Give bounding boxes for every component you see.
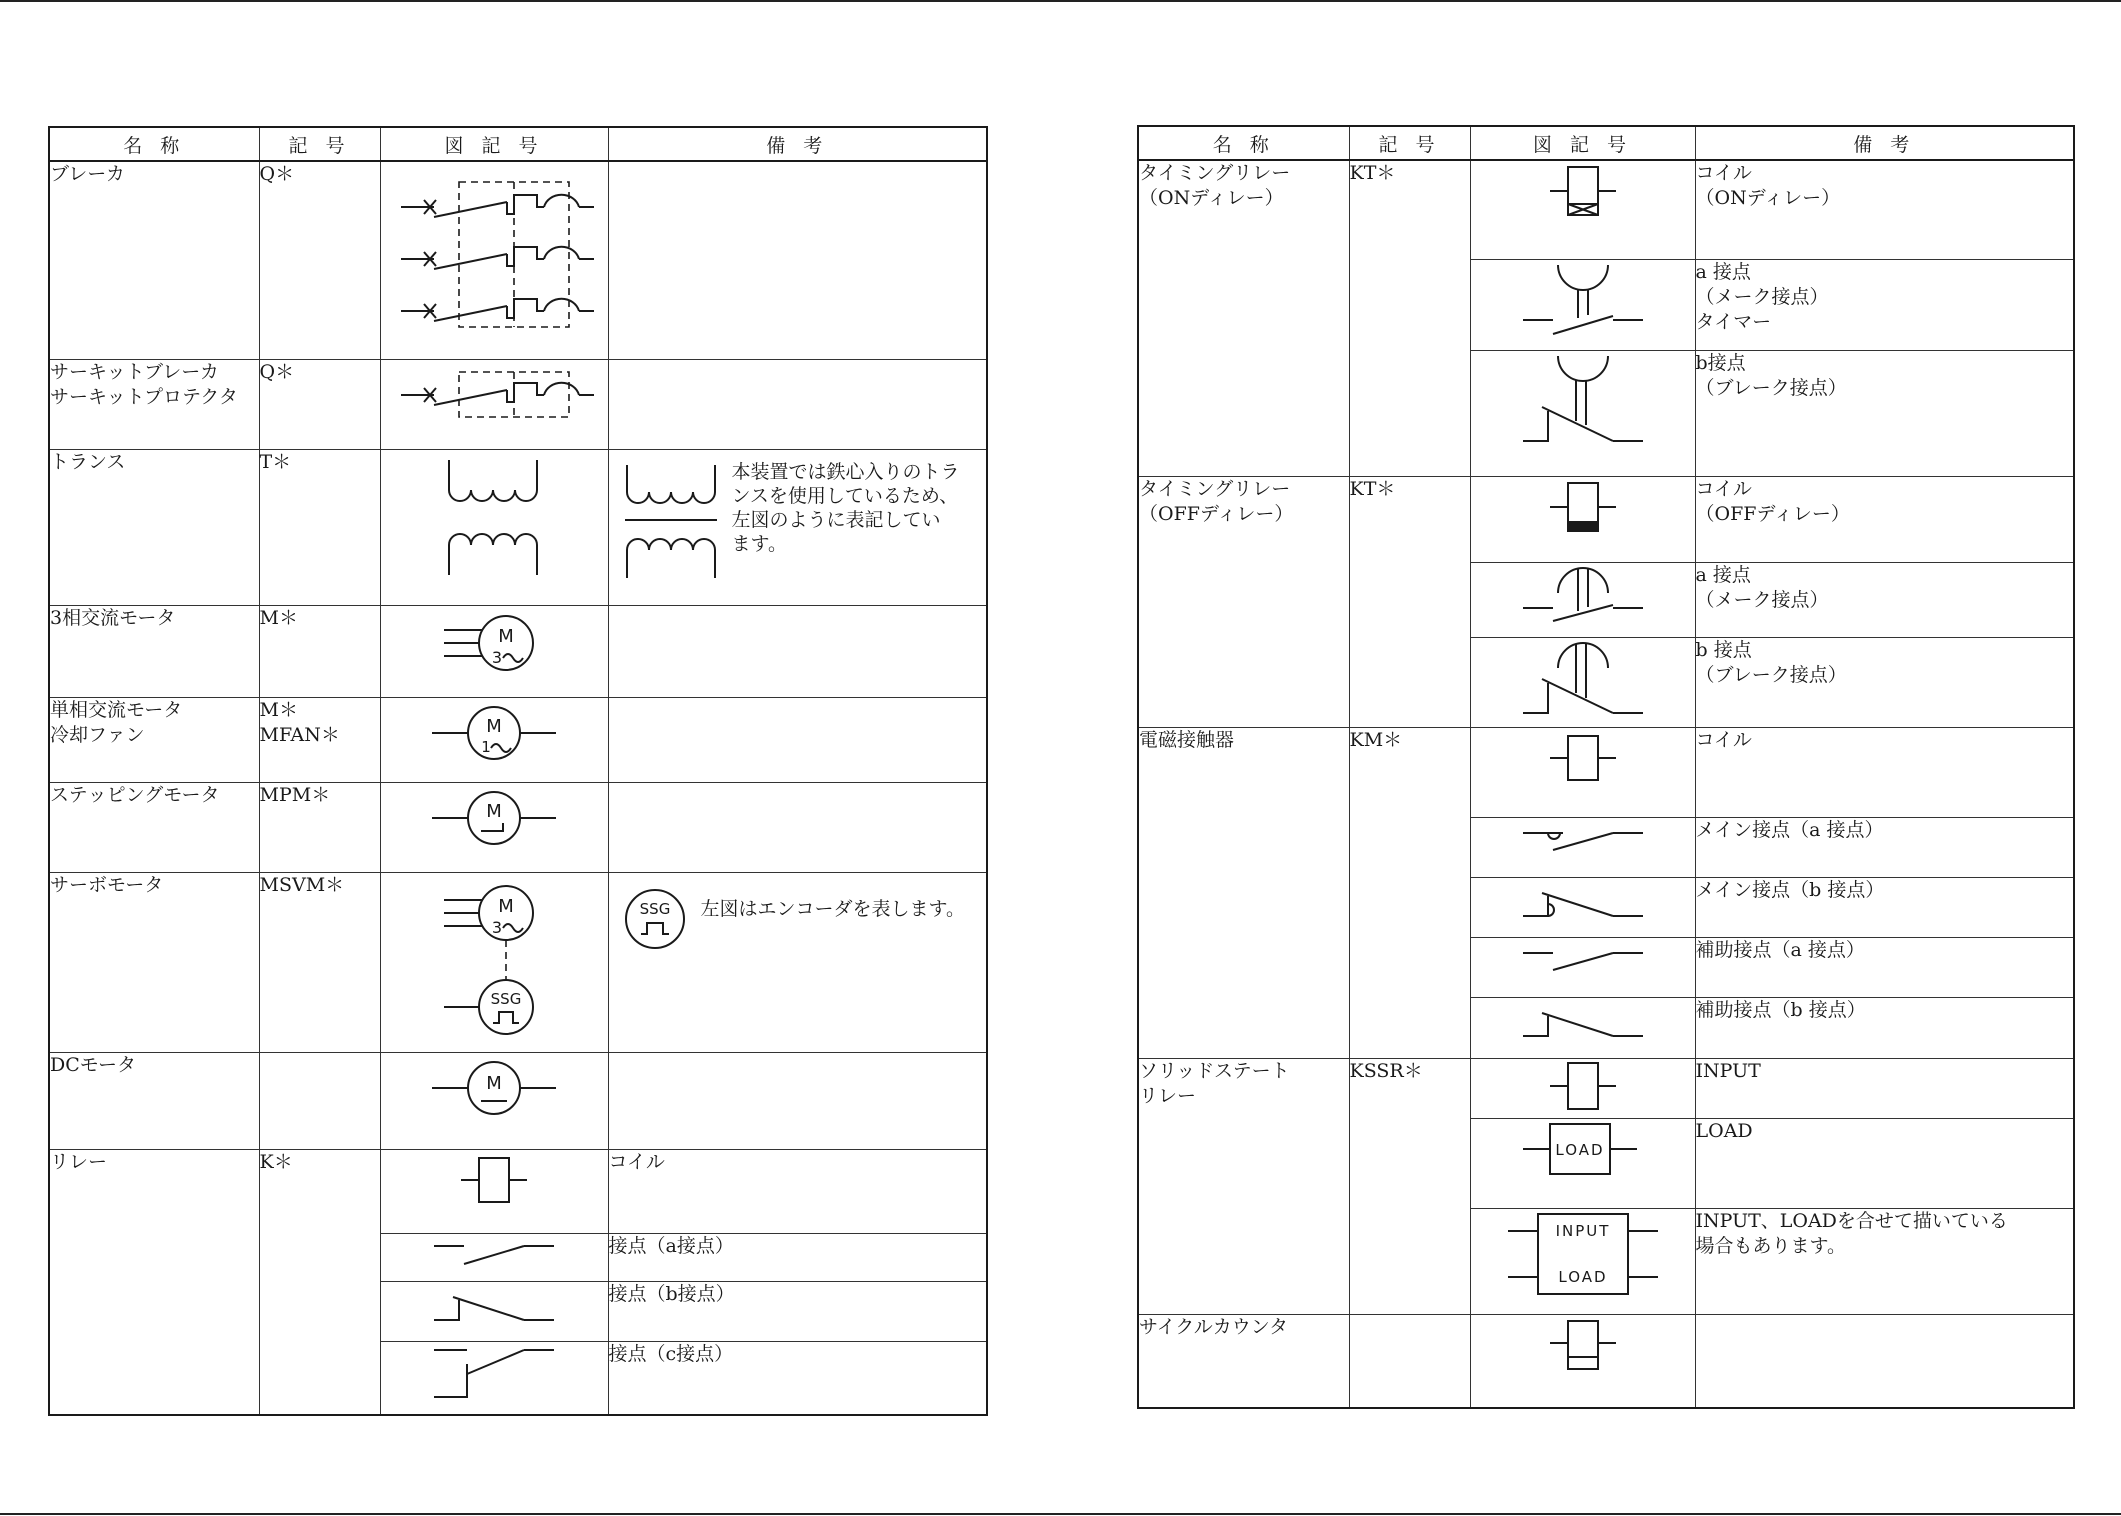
breaker-symbol — [380, 161, 608, 359]
motor-m-label: M — [486, 800, 502, 822]
row-remark: コイル （ONディレー） — [1695, 160, 2074, 259]
table-header-row — [1138, 126, 2074, 160]
right-symbol-table — [1137, 125, 2075, 1409]
row-remark: b 接点 （ブレーク接点） — [1695, 637, 2074, 727]
off-delay-coil-symbol — [1470, 476, 1695, 562]
header-figure: 図 記 号 — [380, 127, 608, 161]
on-delay-coil-symbol — [1470, 160, 1695, 259]
row-name: ステッピングモータ — [49, 782, 259, 872]
encoder-icon — [623, 887, 687, 951]
table-row — [49, 1149, 987, 1233]
row-remark — [608, 697, 987, 782]
aux-a-contact-symbol — [1470, 937, 1695, 997]
row-code: MSVM＊ — [259, 872, 380, 1052]
motor-m-label: M — [498, 895, 514, 917]
ssr-combined-symbol — [1470, 1208, 1695, 1314]
motor-m-label: M — [486, 715, 502, 737]
motor-m-label: M — [486, 1072, 502, 1094]
relay-b-contact-symbol — [380, 1281, 608, 1341]
row-remark — [1695, 1314, 2074, 1408]
motor-phase-label: 3 — [491, 917, 503, 937]
main-b-contact-symbol — [1470, 877, 1695, 937]
row-name: リレー — [49, 1149, 259, 1415]
table-row — [49, 449, 987, 605]
transformer-remark: 本装置では鉄心入りのトラ ンスを使用しているため、 左図のように表記してい ます。 — [731, 460, 960, 555]
header-code: 記 号 — [1349, 126, 1470, 160]
header-code: 記 号 — [259, 127, 380, 161]
stepping-motor-symbol — [380, 782, 608, 872]
off-delay-a-contact-symbol — [1470, 562, 1695, 637]
row-remark — [608, 359, 987, 449]
row-code — [1349, 1314, 1470, 1408]
table-header-row — [49, 127, 987, 161]
table-row — [49, 1052, 987, 1149]
row-name: サーキットブレーカ サーキットプロテクタ — [49, 359, 259, 449]
row-code: Q＊ — [259, 161, 380, 359]
row-remark: メイン接点（a 接点） — [1695, 817, 2074, 877]
main-a-contact-symbol — [1470, 817, 1695, 877]
row-name: タイミングリレー （OFFディレー） — [1138, 476, 1349, 727]
transformer-symbol — [380, 449, 608, 605]
servo-remark: 左図はエンコーダを表します。 — [700, 897, 965, 920]
row-remark: a 接点 （メーク接点） — [1695, 562, 2074, 637]
servo-motor-symbol — [380, 872, 608, 1052]
table-row — [49, 161, 987, 359]
row-name: トランス — [49, 449, 259, 605]
row-remark: a 接点 （メーク接点） タイマー — [1695, 259, 2074, 350]
row-code: M＊ — [259, 605, 380, 697]
on-delay-a-contact-symbol — [1470, 259, 1695, 350]
table-row — [49, 697, 987, 782]
row-name: 3相交流モータ — [49, 605, 259, 697]
relay-c-contact-symbol — [380, 1341, 608, 1415]
row-name: DCモータ — [49, 1052, 259, 1149]
page-top-rule — [0, 0, 2121, 2]
row-name: サーボモータ — [49, 872, 259, 1052]
row-name: タイミングリレー （ONディレー） — [1138, 160, 1349, 476]
row-remark — [608, 605, 987, 697]
row-remark: 補助接点（b 接点） — [1695, 997, 2074, 1058]
row-remark — [608, 872, 987, 1052]
svg-text:SSG: SSG — [639, 899, 670, 918]
row-remark: 補助接点（a 接点） — [1695, 937, 2074, 997]
header-name: 名 称 — [49, 127, 259, 161]
single-phase-motor-symbol — [380, 697, 608, 782]
row-name: ソリッドステート リレー — [1138, 1058, 1349, 1314]
iron-core-transformer-icon — [623, 460, 718, 585]
row-remark: 接点（a接点） — [608, 1233, 987, 1281]
circuit-breaker-symbol — [380, 359, 608, 449]
row-remark: INPUT、LOADを合せて描いている 場合もあります。 — [1695, 1208, 2074, 1314]
header-name: 名 称 — [1138, 126, 1349, 160]
row-remark — [608, 1052, 987, 1149]
cycle-counter-symbol — [1470, 1314, 1695, 1408]
row-remark — [608, 449, 987, 605]
row-remark: コイル （OFFディレー） — [1695, 476, 2074, 562]
row-name: サイクルカウンタ — [1138, 1314, 1349, 1408]
row-name: 電磁接触器 — [1138, 727, 1349, 1058]
load-label: LOAD — [1557, 1267, 1608, 1286]
row-code: T＊ — [259, 449, 380, 605]
header-remark: 備 考 — [608, 127, 987, 161]
row-remark: コイル — [608, 1149, 987, 1233]
row-remark: INPUT — [1695, 1058, 2074, 1118]
row-code: KT＊ — [1349, 160, 1470, 476]
row-remark — [608, 782, 987, 872]
row-remark: コイル — [1695, 727, 2074, 817]
row-code — [259, 1052, 380, 1149]
row-code: M＊ MFAN＊ — [259, 697, 380, 782]
motor-phase-label: 1 — [481, 737, 491, 756]
dc-motor-symbol — [380, 1052, 608, 1149]
header-remark: 備 考 — [1695, 126, 2074, 160]
load-label: LOAD — [1554, 1140, 1605, 1159]
table-row — [1138, 1314, 2074, 1408]
ssr-input-symbol — [1470, 1058, 1695, 1118]
table-row — [1138, 1058, 2074, 1118]
table-row — [49, 605, 987, 697]
aux-b-contact-symbol — [1470, 997, 1695, 1058]
row-code: KM＊ — [1349, 727, 1470, 1058]
three-phase-motor-symbol — [380, 605, 608, 697]
motor-phase-label: 3 — [491, 647, 503, 667]
header-figure: 図 記 号 — [1470, 126, 1695, 160]
relay-a-contact-symbol — [380, 1233, 608, 1281]
table-row — [49, 872, 987, 1052]
page-bottom-rule — [0, 1513, 2121, 1515]
table-row — [1138, 476, 2074, 562]
ssr-load-symbol — [1470, 1118, 1695, 1208]
table-row — [49, 782, 987, 872]
row-name: 単相交流モータ 冷却ファン — [49, 697, 259, 782]
row-remark: b接点 （ブレーク接点） — [1695, 350, 2074, 476]
row-code: KT＊ — [1349, 476, 1470, 727]
row-remark — [608, 161, 987, 359]
table-row — [49, 359, 987, 449]
motor-m-label: M — [498, 625, 514, 647]
row-name: ブレーカ — [49, 161, 259, 359]
row-remark: LOAD — [1695, 1118, 2074, 1208]
off-delay-b-contact-symbol — [1470, 637, 1695, 727]
table-row — [1138, 727, 2074, 817]
row-remark: メイン接点（b 接点） — [1695, 877, 2074, 937]
contactor-coil-symbol — [1470, 727, 1695, 817]
row-remark: 接点（b接点） — [608, 1281, 987, 1341]
left-symbol-table — [48, 126, 988, 1416]
table-row — [1138, 160, 2074, 259]
on-delay-b-contact-symbol — [1470, 350, 1695, 476]
row-code: Q＊ — [259, 359, 380, 449]
row-remark: 接点（c接点） — [608, 1341, 987, 1415]
relay-coil-symbol — [380, 1149, 608, 1233]
input-label: INPUT — [1555, 1221, 1610, 1240]
ssg-label: SSG — [490, 989, 522, 1008]
row-code: K＊ — [259, 1149, 380, 1415]
row-code: KSSR＊ — [1349, 1058, 1470, 1314]
row-code: MPM＊ — [259, 782, 380, 872]
